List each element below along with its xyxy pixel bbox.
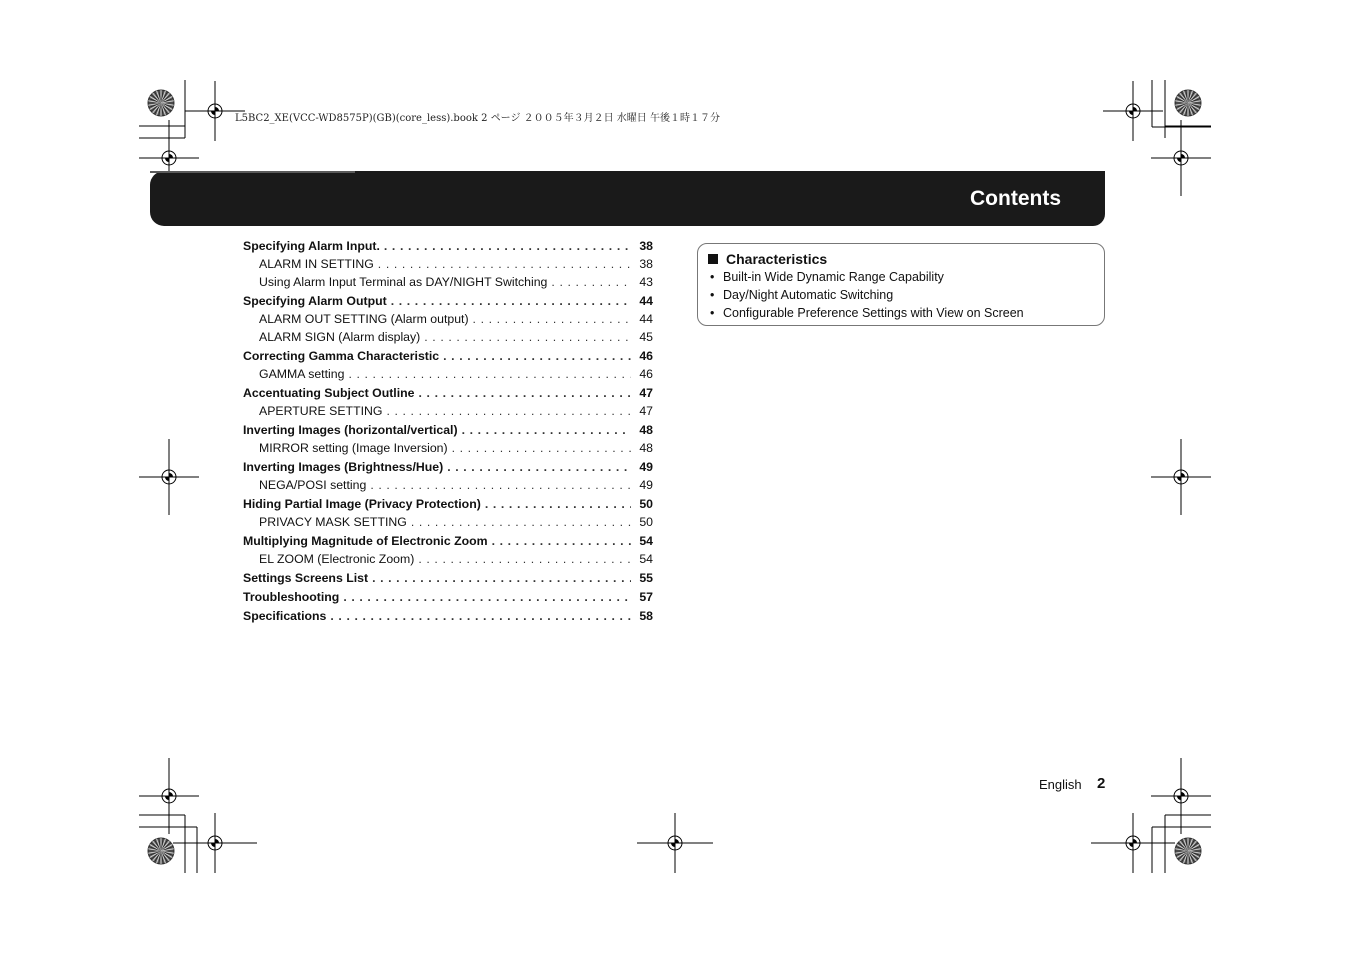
toc-page-number: 48 xyxy=(639,423,653,437)
dot-leader xyxy=(348,365,631,383)
toc-subsection-row[interactable] xyxy=(243,273,653,291)
toc-page-number: 48 xyxy=(639,441,653,455)
characteristic-text: Built-in Wide Dynamic Range Capability xyxy=(723,270,944,284)
toc-page-number: 46 xyxy=(639,349,653,363)
toc-section-row[interactable] xyxy=(243,347,653,365)
toc-page-number: 57 xyxy=(639,590,653,604)
registration-mark-icon xyxy=(139,439,199,515)
toc-section-row[interactable] xyxy=(243,532,653,550)
dot-leader xyxy=(370,476,631,494)
dot-leader xyxy=(372,569,631,587)
toc-label: PRIVACY MASK SETTING xyxy=(259,515,407,529)
toc-page-number: 54 xyxy=(639,534,653,548)
characteristics-heading xyxy=(708,251,827,267)
toc-label: Specifying Alarm Output xyxy=(243,294,387,308)
dot-leader xyxy=(343,588,631,606)
page-title: Contents xyxy=(970,187,1061,210)
registration-mark-icon xyxy=(139,758,199,834)
toc-subsection-row[interactable] xyxy=(243,328,653,346)
color-target-icon xyxy=(148,838,174,864)
title-bar-accent xyxy=(150,171,355,173)
toc-page-number: 46 xyxy=(639,367,653,381)
toc-label: Settings Screens List xyxy=(243,571,369,585)
toc-label: APERTURE SETTING xyxy=(259,404,383,418)
color-target-icon xyxy=(1175,838,1201,864)
list-item xyxy=(710,286,1024,304)
toc-section-row[interactable] xyxy=(243,588,653,606)
characteristics-list xyxy=(710,268,1024,322)
toc-page-number: 49 xyxy=(639,478,653,492)
title-bar xyxy=(150,171,1105,226)
dot-leader xyxy=(330,607,631,625)
toc-page-number: 38 xyxy=(639,239,653,253)
registration-mark-icon xyxy=(1151,439,1211,515)
toc-page-number: 44 xyxy=(639,294,653,308)
toc-page-number: 43 xyxy=(639,275,653,289)
dot-leader xyxy=(485,495,631,513)
registration-mark-icon xyxy=(637,813,713,873)
bullet-icon: • xyxy=(710,306,715,320)
toc-page-number: 54 xyxy=(639,552,653,566)
toc-section-row[interactable] xyxy=(243,607,653,625)
dot-leader xyxy=(418,550,631,568)
toc-page-number: 38 xyxy=(639,257,653,271)
characteristic-text: Day/Night Automatic Switching xyxy=(723,288,894,302)
toc-section-row[interactable] xyxy=(243,569,653,587)
footer-language: English xyxy=(1039,777,1082,792)
registration-mark-icon xyxy=(173,813,257,873)
dot-leader xyxy=(419,384,632,402)
dot-leader xyxy=(391,292,631,310)
dot-leader xyxy=(452,439,631,457)
color-target-icon xyxy=(148,90,174,116)
toc-subsection-row[interactable] xyxy=(243,513,653,531)
list-item xyxy=(710,268,1024,286)
footer-page-number: 2 xyxy=(1097,775,1106,792)
characteristics-title: Characteristics xyxy=(726,251,828,267)
toc-label: ALARM OUT SETTING (Alarm output) xyxy=(259,312,469,326)
toc-subsection-row[interactable] xyxy=(243,439,653,457)
toc-label: Multiplying Magnitude of Electronic Zoom xyxy=(243,534,488,548)
toc-subsection-row[interactable] xyxy=(243,550,653,568)
bullet-icon: • xyxy=(710,270,715,284)
registration-mark-icon xyxy=(1103,81,1163,141)
toc-section-row[interactable] xyxy=(243,421,653,439)
toc-subsection-row[interactable] xyxy=(243,310,653,328)
toc-page-number: 49 xyxy=(639,460,653,474)
toc-section-row[interactable] xyxy=(243,237,653,255)
toc-label: GAMMA setting xyxy=(259,367,345,381)
toc-label: Inverting Images (Brightness/Hue) xyxy=(243,460,444,474)
toc-section-row[interactable] xyxy=(243,495,653,513)
toc-label: Inverting Images (horizontal/vertical) xyxy=(243,423,458,437)
registration-mark-icon xyxy=(1091,813,1175,873)
toc-page-number: 47 xyxy=(639,386,653,400)
dot-leader xyxy=(424,328,631,346)
dot-leader xyxy=(378,255,631,273)
print-header: L5BC2_XE(VCC-WD8575P)(GB)(core_less).book 2 ページ ２００５年３月２日 水曜日 午後１時１７分 xyxy=(235,113,720,124)
toc-label: Using Alarm Input Terminal as DAY/NIGHT Switching xyxy=(259,275,548,289)
dot-leader xyxy=(443,347,631,365)
toc-section-row[interactable] xyxy=(243,458,653,476)
toc-section-row[interactable] xyxy=(243,292,653,310)
toc-label: NEGA/POSI setting xyxy=(259,478,367,492)
toc-page-number: 58 xyxy=(639,609,653,623)
characteristics-box xyxy=(697,243,1105,326)
dot-leader xyxy=(386,402,631,420)
dot-leader xyxy=(384,237,631,255)
toc-page-number: 47 xyxy=(639,404,653,418)
dot-leader xyxy=(473,310,631,328)
square-bullet-icon xyxy=(708,254,718,264)
toc-label: Correcting Gamma Characteristic xyxy=(243,349,440,363)
registration-mark-icon xyxy=(1151,758,1211,834)
toc-page-number: 45 xyxy=(639,330,653,344)
toc-subsection-row[interactable] xyxy=(243,476,653,494)
toc-page-number: 50 xyxy=(639,515,653,529)
toc-page-number: 50 xyxy=(639,497,653,511)
toc-label: MIRROR setting (Image Inversion) xyxy=(259,441,448,455)
toc-label: Specifications xyxy=(243,609,327,623)
toc-label: ALARM SIGN (Alarm display) xyxy=(259,330,421,344)
table-of-contents xyxy=(243,236,653,625)
toc-subsection-row[interactable] xyxy=(243,402,653,420)
toc-label: Hiding Partial Image (Privacy Protection) xyxy=(243,497,481,511)
registration-mark-icon xyxy=(1151,120,1211,196)
toc-subsection-row[interactable] xyxy=(243,255,653,273)
toc-page-number: 55 xyxy=(639,571,653,585)
dot-leader xyxy=(462,421,631,439)
dot-leader xyxy=(492,532,631,550)
toc-label: Troubleshooting xyxy=(243,590,340,604)
toc-subsection-row[interactable] xyxy=(243,365,653,383)
dot-leader xyxy=(551,273,631,291)
dot-leader xyxy=(447,458,631,476)
bullet-icon: • xyxy=(710,288,715,302)
toc-page-number: 44 xyxy=(639,312,653,326)
toc-label: ALARM IN SETTING xyxy=(259,257,374,271)
list-item xyxy=(710,304,1024,322)
dot-leader xyxy=(411,513,631,531)
toc-label: Specifying Alarm Input. xyxy=(243,239,380,253)
toc-label: Accentuating Subject Outline xyxy=(243,386,415,400)
toc-label: EL ZOOM (Electronic Zoom) xyxy=(259,552,415,566)
toc-section-row[interactable] xyxy=(243,384,653,402)
characteristic-text: Configurable Preference Settings with View on Screen xyxy=(723,306,1024,320)
color-target-icon xyxy=(1175,90,1201,116)
